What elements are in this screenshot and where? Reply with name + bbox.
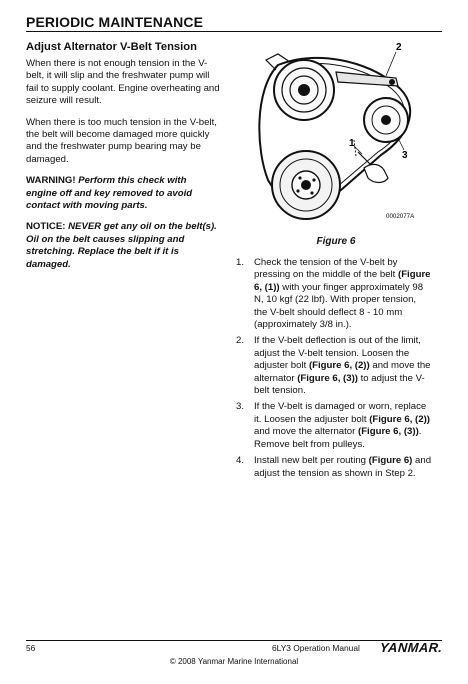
step-text: and move the alternator [254,360,431,384]
step-number: 3. [236,401,245,413]
figure-reference: (Figure 6, (1)) [254,269,431,293]
step-text: . Remove belt from pulleys. [254,426,422,450]
notice-text: NEVER get any oil on the belt(s). Oil on the belt causes slipping and stretching. Replace the belt if it is damaged. [26,221,217,270]
finger-press-icon [354,140,388,183]
page-footer [26,640,443,655]
step-item [236,455,432,480]
step-text: If the V-belt is damaged or worn, replace it. Loosen the adjuster bolt [254,401,427,425]
section-heading: Adjust Alternator V-Belt Tension [26,41,197,53]
warning-block [26,175,220,212]
manual-title: 6LY3 Operation Manual [272,643,360,653]
copyright: © 2008 Yanmar Marine International [169,657,299,666]
page-number: 56 [26,643,36,653]
step-text: to adjust the V-belt tension. [254,372,425,397]
figure-reference: (Figure 6, (3)) [297,372,358,384]
step-number: 4. [236,455,245,467]
step-number: 1. [236,257,245,268]
belt-diagram [246,40,446,225]
step-text: If the V-belt deflection is out of the limit, adjust the V-belt tension. Loosen the adjuster bolt [254,335,421,372]
figure-reference: (Figure 6, (3)) [358,426,419,438]
figure-caption: Figure 6 [316,236,356,247]
step-item [236,335,432,397]
figure-code: 0002077A [386,213,415,220]
figure-reference: (Figure 6) [368,455,413,467]
step-item [236,401,432,451]
step-number: 2. [236,335,245,347]
step-text: Install new belt per routing [254,455,369,467]
paragraph-loose-belt: When there is not enough tension in the V-belt, it will slip and the freshwater pump will fail to supply coolant. Engine overheating and seizure will result. [26,58,220,107]
step-text: Check the tension of the V-belt by pressing on the middle of the belt [254,257,398,281]
callout-3: 3 [402,150,408,161]
figure-reference: (Figure 6, (2)) [308,360,370,372]
steps-list [236,257,432,484]
step-item [236,257,432,331]
notice-label: NOTICE: [26,221,66,233]
water-pump-pulley [364,98,408,142]
step-text: and move the alternator [254,426,358,438]
step-text: with your finger approximately 98 N, 10 kgf (22 lbf). With proper tension, the V-belt should deflect 8 - 10 mm (approximately 3/8 in.). [254,281,424,331]
callout-1: 1 [349,138,355,149]
notice-block [26,221,220,271]
figure-reference: (Figure 6, (2)) [369,413,430,425]
warning-text: Perform this check with engine off and key removed to avoid contact with moving parts. [26,175,193,212]
warning-label: WARNING! [26,175,76,187]
paragraph-tight-belt: When there is too much tension in the V-belt, the belt will become damaged more quickly and the freshwater pump bearing may be damaged. [26,116,217,165]
page-header: PERIODIC MAINTENANCE [26,14,442,32]
crankshaft-pulley [272,151,340,219]
left-column [26,41,220,280]
callout-2: 2 [396,42,402,53]
yanmar-logo: YANMAR. [378,640,443,655]
step-text: and adjust the tension as shown in Step 2. [254,455,432,479]
